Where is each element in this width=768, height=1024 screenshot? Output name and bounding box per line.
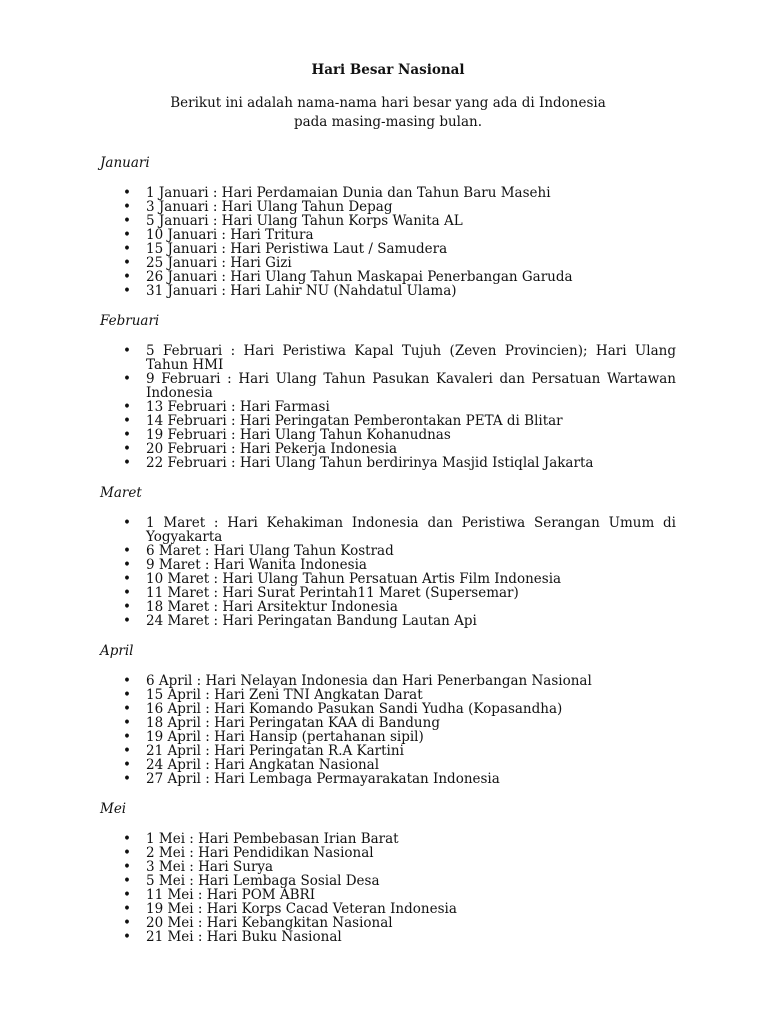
bullet-icon: • — [123, 831, 131, 847]
list-item — [100, 414, 676, 428]
list-item-text: 20 Mei : Hari Kebangkitan Nasional — [146, 915, 393, 931]
list-item-text: 18 Maret : Hari Arsitektur Indonesia — [146, 599, 398, 615]
list-item — [100, 284, 676, 298]
bullet-icon: • — [123, 343, 131, 359]
list-item-text: 16 April : Hari Komando Pasukan Sandi Yudha (Kopasandha) — [146, 701, 563, 717]
list-item-text: 15 Januari : Hari Peristiwa Laut / Samudera — [146, 241, 448, 257]
list-item-text: 20 Februari : Hari Pekerja Indonesia — [146, 441, 398, 457]
list-item — [100, 874, 676, 888]
list-item — [100, 586, 676, 600]
list-item-text: 19 Mei : Hari Korps Cacad Veteran Indonesia — [146, 901, 457, 917]
bullet-icon: • — [123, 873, 131, 889]
list-item — [100, 186, 676, 200]
event-list — [100, 832, 676, 944]
bullet-icon: • — [123, 199, 131, 215]
bullet-icon: • — [123, 771, 131, 787]
month-heading: Maret — [100, 485, 142, 501]
month-section — [100, 800, 676, 944]
list-item-text: 11 Maret : Hari Surat Perintah11 Maret (Supersemar) — [146, 585, 519, 601]
list-item-text: 13 Februari : Hari Farmasi — [146, 399, 330, 415]
bullet-icon: • — [123, 613, 131, 629]
list-item-text: 5 Februari : Hari Peristiwa Kapal Tujuh (Zeven Provincien); Hari Ulang Tahun HMI — [146, 343, 676, 373]
list-item — [100, 270, 676, 284]
bullet-icon: • — [123, 371, 131, 387]
list-item — [100, 846, 676, 860]
month-section — [100, 154, 676, 298]
bullet-icon: • — [123, 283, 131, 299]
list-item-text: 31 Januari : Hari Lahir NU (Nahdatul Ulama) — [146, 283, 457, 299]
intro-line: Berikut ini adalah nama-nama hari besar yang ada di Indonesia — [170, 95, 606, 111]
list-item-text: 1 Mei : Hari Pembebasan Irian Barat — [146, 831, 399, 847]
bullet-icon: • — [123, 859, 131, 875]
list-item — [100, 916, 676, 930]
list-item-text: 19 Februari : Hari Ulang Tahun Kohanudnas — [146, 427, 451, 443]
list-item — [100, 428, 676, 442]
list-item — [100, 344, 676, 372]
list-item — [100, 242, 676, 256]
list-item-text: 1 Januari : Hari Perdamaian Dunia dan Tahun Baru Masehi — [146, 185, 551, 201]
bullet-icon: • — [123, 413, 131, 429]
bullet-icon: • — [123, 557, 131, 573]
bullet-icon: • — [123, 213, 131, 229]
month-sections — [100, 154, 676, 944]
list-item — [100, 688, 676, 702]
event-list — [100, 516, 676, 628]
list-item — [100, 614, 676, 628]
bullet-icon: • — [123, 241, 131, 257]
month-section — [100, 312, 676, 470]
bullet-icon: • — [123, 185, 131, 201]
list-item-text: 27 April : Hari Lembaga Permayarakatan Indonesia — [146, 771, 500, 787]
list-item-text: 10 Januari : Hari Tritura — [146, 227, 314, 243]
list-item-text: 6 Maret : Hari Ulang Tahun Kostrad — [146, 543, 394, 559]
list-item — [100, 730, 676, 744]
list-item — [100, 888, 676, 902]
list-item — [100, 228, 676, 242]
list-item — [100, 930, 676, 944]
list-item — [100, 702, 676, 716]
bullet-icon: • — [123, 901, 131, 917]
bullet-icon: • — [123, 455, 131, 471]
list-item-text: 1 Maret : Hari Kehakiman Indonesia dan Peristiwa Serangan Umum di Yogyakarta — [146, 515, 676, 545]
bullet-icon: • — [123, 729, 131, 745]
intro-line: pada masing-masing bulan. — [293, 114, 483, 130]
list-item — [100, 758, 676, 772]
list-item-text: 22 Februari : Hari Ulang Tahun berdirinya Masjid Istiqlal Jakarta — [146, 455, 594, 471]
list-item-text: 21 April : Hari Peringatan R.A Kartini — [146, 743, 404, 759]
list-item — [100, 772, 676, 786]
list-item — [100, 558, 676, 572]
list-item — [100, 902, 676, 916]
list-item-text: 10 Maret : Hari Ulang Tahun Persatuan Artis Film Indonesia — [146, 571, 562, 587]
list-item-text: 24 Maret : Hari Peringatan Bandung Lautan Api — [146, 613, 477, 629]
list-item — [100, 716, 676, 730]
bullet-icon: • — [123, 269, 131, 285]
list-item-text: 21 Mei : Hari Buku Nasional — [146, 929, 342, 945]
bullet-icon: • — [123, 687, 131, 703]
page-title: Hari Besar Nasional — [311, 62, 465, 78]
bullet-icon: • — [123, 543, 131, 559]
list-item-text: 24 April : Hari Angkatan Nasional — [146, 757, 380, 773]
event-list — [100, 186, 676, 298]
month-section — [100, 484, 676, 628]
bullet-icon: • — [123, 673, 131, 689]
bullet-icon: • — [123, 571, 131, 587]
intro-paragraph — [100, 94, 676, 132]
event-list — [100, 674, 676, 786]
list-item — [100, 516, 676, 544]
bullet-icon: • — [123, 441, 131, 457]
list-item-text: 5 Mei : Hari Lembaga Sosial Desa — [146, 873, 380, 889]
bullet-icon: • — [123, 915, 131, 931]
list-item — [100, 200, 676, 214]
list-item-text: 14 Februari : Hari Peringatan Pemberontakan PETA di Blitar — [146, 413, 563, 429]
bullet-icon: • — [123, 255, 131, 271]
list-item — [100, 674, 676, 688]
bullet-icon: • — [123, 599, 131, 615]
list-item — [100, 860, 676, 874]
bullet-icon: • — [123, 515, 131, 531]
list-item-text: 11 Mei : Hari POM ABRI — [146, 887, 316, 903]
list-item-text: 3 Mei : Hari Surya — [146, 859, 274, 875]
list-item-text: 3 Januari : Hari Ulang Tahun Depag — [146, 199, 393, 215]
list-item — [100, 456, 676, 470]
list-item — [100, 572, 676, 586]
list-item — [100, 400, 676, 414]
list-item — [100, 442, 676, 456]
bullet-icon: • — [123, 887, 131, 903]
bullet-icon: • — [123, 845, 131, 861]
bullet-icon: • — [123, 929, 131, 945]
month-section — [100, 642, 676, 786]
bullet-icon: • — [123, 585, 131, 601]
list-item-text: 15 April : Hari Zeni TNI Angkatan Darat — [146, 687, 423, 703]
bullet-icon: • — [123, 399, 131, 415]
list-item-text: 2 Mei : Hari Pendidikan Nasional — [146, 845, 374, 861]
list-item — [100, 600, 676, 614]
list-item-text: 9 Maret : Hari Wanita Indonesia — [146, 557, 367, 573]
list-item — [100, 744, 676, 758]
list-item — [100, 372, 676, 400]
list-item-text: 6 April : Hari Nelayan Indonesia dan Hari Penerbangan Nasional — [146, 673, 592, 689]
list-item-text: 19 April : Hari Hansip (pertahanan sipil) — [146, 729, 424, 745]
list-item — [100, 214, 676, 228]
list-item — [100, 256, 676, 270]
month-heading: April — [100, 643, 134, 659]
list-item — [100, 832, 676, 846]
list-item — [100, 544, 676, 558]
bullet-icon: • — [123, 227, 131, 243]
list-item-text: 25 Januari : Hari Gizi — [146, 255, 292, 271]
bullet-icon: • — [123, 715, 131, 731]
bullet-icon: • — [123, 743, 131, 759]
month-heading: Mei — [100, 801, 127, 817]
list-item-text: 18 April : Hari Peringatan KAA di Bandung — [146, 715, 440, 731]
bullet-icon: • — [123, 427, 131, 443]
month-heading: Februari — [100, 313, 160, 329]
list-item-text: 9 Februari : Hari Ulang Tahun Pasukan Kavaleri dan Persatuan Wartawan Indonesia — [146, 371, 676, 401]
month-heading: Januari — [100, 155, 150, 171]
bullet-icon: • — [123, 701, 131, 717]
event-list — [100, 344, 676, 470]
list-item-text: 26 Januari : Hari Ulang Tahun Maskapai Penerbangan Garuda — [146, 269, 573, 285]
bullet-icon: • — [123, 757, 131, 773]
list-item-text: 5 Januari : Hari Ulang Tahun Korps Wanita AL — [146, 213, 463, 229]
